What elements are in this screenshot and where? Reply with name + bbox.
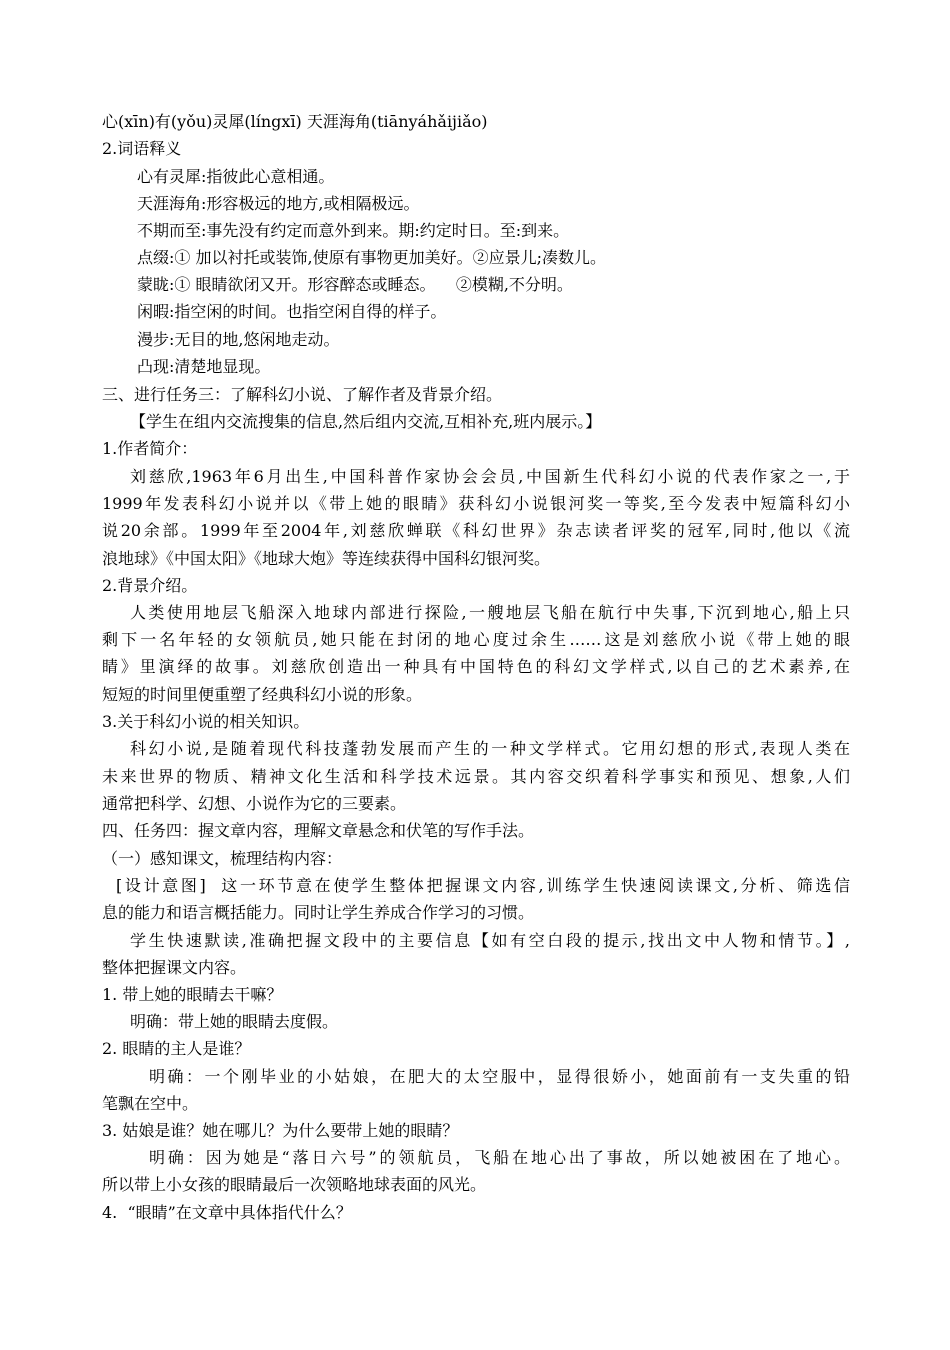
paragraph-line: 未来世界的物质、精神文化生活和科学技术远景。其内容交织着科学事实和预见、想象,人们 [102, 767, 850, 786]
subsection-heading: （一）感知课文，梳理结构内容： [102, 849, 343, 868]
paragraph-line: 1999年发表科幻小说并以《带上她的眼睛》获科幻小说银河奖一等奖,至今发表中短篇科幻小 [102, 494, 850, 513]
paragraph-line: 息的能力和语言概括能力。同时让学生养成合作学习的习惯。 [102, 903, 535, 922]
answer-line: 明确：带上她的眼睛去度假。 [130, 1012, 339, 1031]
answer-line: 笔飘在空中。 [102, 1094, 199, 1113]
answer-line: 所以带上小女孩的眼睛最后一次领略地球表面的风光。 [102, 1175, 487, 1194]
definition-line: 闲暇:指空闲的时间。也指空闲自得的样子。 [137, 302, 447, 321]
question-line: 4. “眼睛”在文章中具体指代什么？ [102, 1203, 352, 1222]
definition-line: 天涯海角:形容极远的地方,或相隔极远。 [137, 194, 420, 213]
paragraph-line: 科幻小说,是随着现代科技蓬勃发展而产生的一种文学样式。它用幻想的形式,表现人类在 [130, 739, 850, 758]
section-heading: 1.作者简介： [102, 439, 198, 458]
question-line: 3. 姑娘是谁？她在哪儿？为什么要带上她的眼睛？ [102, 1121, 459, 1140]
task-heading: 三、进行任务三：了解科幻小说、了解作者及背景介绍。 [102, 385, 503, 404]
answer-line: 明确：一个刚毕业的小姑娘，在肥大的太空服中，显得很娇小，她面前有一支失重的铅 [149, 1067, 850, 1086]
paragraph-line: 短短的时间里便重塑了经典科幻小说的形象。 [102, 685, 423, 704]
section-heading: 2.背景介绍。 [102, 576, 198, 595]
pinyin-line: 心(xīn)有(yǒu)灵犀(língxī) 天涯海角(tiānyáhǎijiǎo) [102, 112, 488, 131]
paragraph-line: 人类使用地层飞船深入地球内部进行探险,一艘地层飞船在航行中失事,下沉到地心,船上只 [130, 603, 850, 622]
definition-line: 凸现:清楚地显现。 [137, 357, 271, 376]
definition-line: 不期而至:事先没有约定而意外到来。期:约定时日。至:到来。 [137, 221, 570, 240]
paragraph-line: 剩下一名年轻的女领航员,她只能在封闭的地心度过余生……这是刘慈欣小说《带上她的眼 [102, 630, 850, 649]
paragraph-line: 通常把科学、幻想、小说作为它的三要素。 [102, 794, 407, 813]
paragraph-line: 说20余部。1999年至2004年,刘慈欣蝉联《科幻世界》杂志读者评奖的冠军,同时,他以《流 [102, 521, 850, 540]
definition-line: 漫步:无目的地,悠闲地走动。 [137, 330, 340, 349]
section-heading: 3.关于科幻小说的相关知识。 [102, 712, 310, 731]
design-intent-line: [设计意图] 这一环节意在使学生整体把握课文内容,训练学生快速阅读课文,分析、筛选信 [116, 876, 850, 895]
definition-line: 心有灵犀:指彼此心意相通。 [137, 167, 335, 186]
paragraph-line: 学生快速默读,准确把握文段中的主要信息【如有空白段的提示,找出文中人物和情节。】, [130, 931, 850, 950]
section-heading: 2.词语释义 [102, 139, 182, 158]
definition-line: 点缀:① 加以衬托或装饰,使原有事物更加美好。②应景儿;凑数儿。 [137, 248, 606, 267]
task-heading: 四、任务四：握文章内容，理解文章悬念和伏笔的写作手法。 [102, 821, 535, 840]
paragraph-line: 整体把握课文内容。 [102, 958, 247, 977]
paragraph-line: 浪地球》《中国太阳》《地球大炮》等连续获得中国科幻银河奖。 [102, 549, 551, 568]
paragraph-line: 睛》里演绎的故事。刘慈欣创造出一种具有中国特色的科幻文学样式,以自己的艺术素养,在 [102, 657, 850, 676]
question-line: 2. 眼睛的主人是谁？ [102, 1039, 251, 1058]
definition-line: 蒙眬:① 眼睛欲闭又开。形容醉态或睡态。 ②模糊,不分明。 [137, 275, 573, 294]
question-line: 1. 带上她的眼睛去干嘛？ [102, 985, 283, 1004]
answer-line: 明确：因为她是“落日六号”的领航员，飞船在地心出了事故，所以她被困在了地心。 [149, 1148, 850, 1167]
instruction-line: 【学生在组内交流搜集的信息,然后组内交流,互相补充,班内展示。】 [130, 412, 602, 431]
paragraph-line: 刘慈欣,1963年6月出生,中国科普作家协会会员,中国新生代科幻小说的代表作家之一,于 [130, 467, 850, 486]
